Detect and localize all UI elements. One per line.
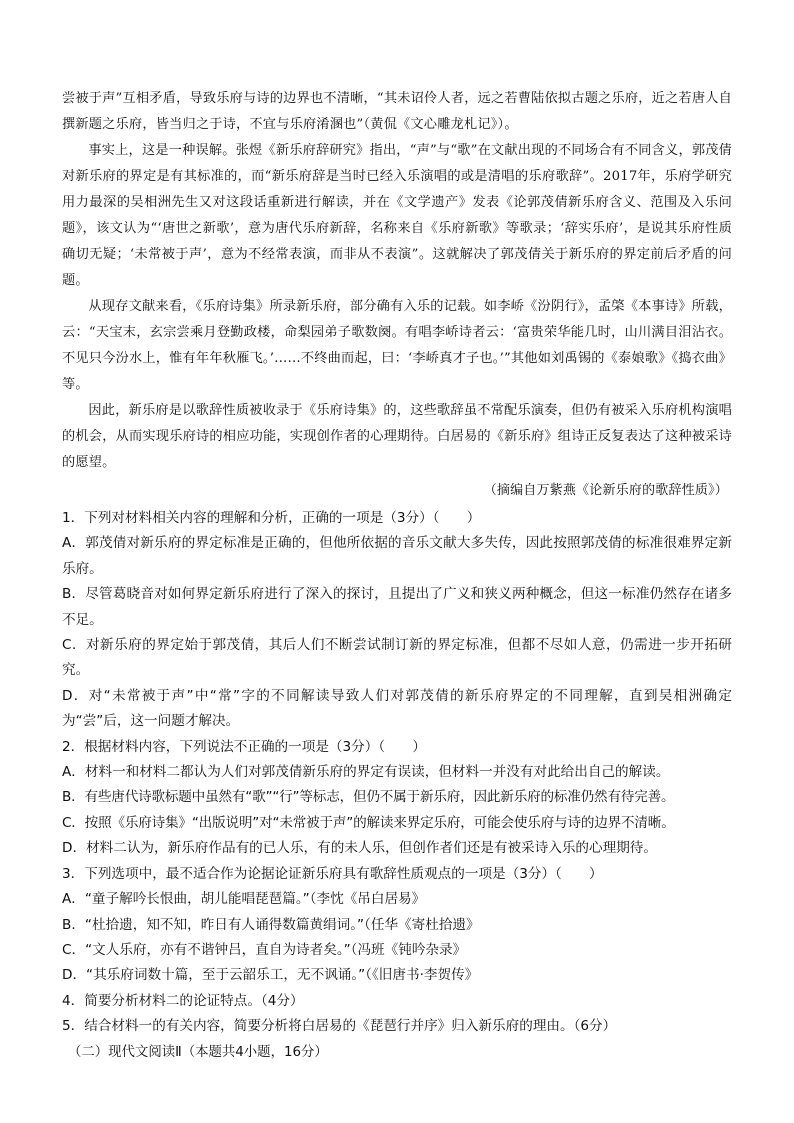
option-a: A．郭茂倩对新乐府的界定标准是正确的，但他所依据的音乐文献大多失传，因此按照郭茂倩的标准很难界定新乐府。 <box>62 535 732 577</box>
option-d: D．材料二认为，新乐府作品有的已人乐，有的未人乐，但创作者们还是有被采诗入乐的心理期待。 <box>62 840 657 857</box>
option-d: D．对“未常被于声”中“常”字的不同解读导致人们对郭茂倩的新乐府界定的不同理解，直到吴相洲确定为“尝”后，这一问题才解决。 <box>62 687 732 730</box>
material-paragraph-3: 从现存文献来看，《乐府诗集》所录新乐府，部分确有入乐的记载。如李峤《汾阴行》，孟棨《本事诗》所载，云：“天宝末，玄宗尝乘月登勤政楼，命梨园弟子歌数阕。有唱李峤诗者云：‘富贵荣华能几时，山川满目泪沾衣。不见只今汾水上，惟有年年秋雁飞。’……不终曲而起，曰：‘李峤真才子也。’”其他如刘禹锡的《泰娘歌》《捣衣曲》等。 <box>62 299 732 392</box>
question-5 <box>62 1014 732 1039</box>
section-heading: （二）现代文阅读Ⅱ（本题共4小题，16分） <box>68 1044 328 1060</box>
question-4 <box>62 989 732 1014</box>
question-stem: 1．下列对材料相关内容的理解和分析，正确的一项是（3分）（ ） <box>62 510 481 526</box>
question-stem: 2．根据材料内容，下列说法不正确的一项是（3分）（ ） <box>62 738 426 755</box>
option-b: B．有些唐代诗歌标题中虽然有“歌”“行”等标志，但仍不属于新乐府，因此新乐府的标准仍然有待完善。 <box>62 789 675 806</box>
material-paragraph-1: 尝被于声”互相矛盾，导致乐府与诗的边界也不清晰，“其未诏伶人者，远之若曹陆依拟古题之乐府，近之若唐人自撰新题之乐府，皆当归之于诗，不宜与乐府淆溷也”（黄侃《文心雕龙札记》）。 <box>62 91 732 132</box>
option-d: D．“其乐府词数十篇，至于云韶乐工，无不讽诵。”（《旧唐书·李贺传》 <box>62 967 479 984</box>
material-source: （摘编自万紫燕《论新乐府的歌辞性质》） <box>483 483 728 498</box>
exam-page <box>62 86 732 1065</box>
option-a: A．“童子解吟长恨曲，胡儿能唱琵琶篇。”（李忱《吊白居易》 <box>62 891 426 908</box>
option-b: B．尽管葛晓音对如何界定新乐府进行了深入的探讨，且提出了广义和狭义两种概念，但这一标准仍然存在诸多不足。 <box>62 586 732 628</box>
question-2 <box>62 735 732 862</box>
option-c: C．对新乐府的界定始于郭茂倩，其后人们不断尝试制订新的界定标准，但都不尽如人意，仍需进一步开拓研究。 <box>62 637 732 679</box>
material-paragraph-4: 因此，新乐府是以歌辞性质被收录于《乐府诗集》的，这些歌辞虽不常配乐演奏，但仍有被采入乐府机构演唱的机会，从而实现乐府诗的相应功能，实现创作者的心理期待。白居易的《新乐府》组诗正反复表达了这种被采诗的愿望。 <box>62 403 732 470</box>
question-stem: 5．结合材料一的有关内容，简要分析将白居易的《琵琶行并序》归入新乐府的理由。（6分） <box>62 1018 617 1035</box>
option-a: A．材料一和材料二都认为人们对郭茂倩新乐府的界定有误读，但材料一并没有对此给出自己的解读。 <box>62 764 670 781</box>
reading-material <box>62 86 732 504</box>
question-1 <box>62 506 732 735</box>
option-b: B．“杜拾遗，知不知，昨日有人诵得数篇黄绢词。”（任华《寄杜拾遗》 <box>62 916 480 933</box>
question-list <box>62 506 732 1065</box>
option-c: C．“文人乐府，亦有不谐钟吕，直自为诗者矣。”（冯班《钝吟杂录》 <box>62 941 467 958</box>
question-stem: 4．简要分析材料二的论证特点。（4分） <box>62 992 304 1009</box>
option-c: C．按照《乐府诗集》“出版说明”对“未常被于声”的解读来界定乐府，可能会使乐府与诗的边界不清晰。 <box>62 814 675 831</box>
question-3 <box>62 862 732 989</box>
question-stem: 3．下列选项中，最不适合作为论据论证新乐府具有歌辞性质观点的一项是（3分）（ ） <box>62 865 603 882</box>
material-paragraph-2: 事实上，这是一种误解。张煜《新乐府辞研究》指出，“声”与“歌”在文献出现的不同场合有不同含义，郭茂倩对新乐府的界定是有其标准的，而“新乐府辞是当时已经入乐演唱的或是清唱的乐府歌辞”。2017年，乐府学研究用力最深的吴相洲先生又对这段话重新进行解读，并在《文学遗产》发表《论郭茂倩新乐府含义、范围及入乐问题》，该文认为“‘唐世之新歌’，意为唐代乐府新辞，名称来自《乐府新歌》等歌录；‘辞实乐府’，是说其乐府性质确切无疑；‘未常被于声’，意为不经常表演，而非从不表演”。这就解决了郭茂倩关于新乐府的界定前后矛盾的问题。 <box>62 143 732 288</box>
